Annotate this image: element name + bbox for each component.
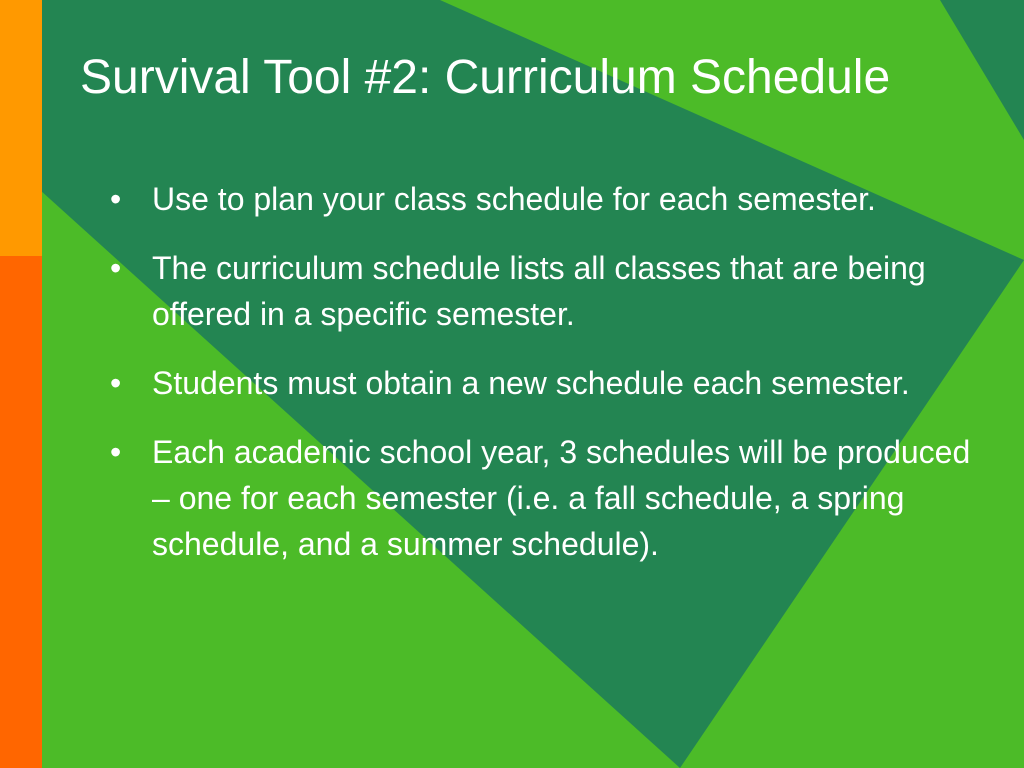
bullet-dot-icon: •: [110, 181, 122, 217]
orange-bar-bottom: [0, 256, 42, 768]
bullet-text: Use to plan your class schedule for each semester.: [152, 181, 876, 217]
bullet-list: [110, 176, 990, 590]
bullet-text: The curriculum schedule lists all classes that are being offered in a specific semester.: [152, 250, 926, 332]
list-item: [110, 176, 990, 222]
list-item: [110, 429, 990, 567]
bullet-dot-icon: •: [110, 250, 122, 286]
list-item: [110, 245, 990, 337]
orange-bar-top: [0, 0, 42, 256]
bullet-dot-icon: •: [110, 434, 122, 470]
bullet-text: Students must obtain a new schedule each semester.: [152, 365, 910, 401]
list-item: [110, 360, 990, 406]
bullet-dot-icon: •: [110, 365, 122, 401]
bullet-text: Each academic school year, 3 schedules will be produced – one for each semester (i.e. a fall schedule, a spring schedule, and a summer schedule).: [152, 434, 971, 562]
slide-title: Survival Tool #2: Curriculum Schedule: [80, 51, 891, 104]
